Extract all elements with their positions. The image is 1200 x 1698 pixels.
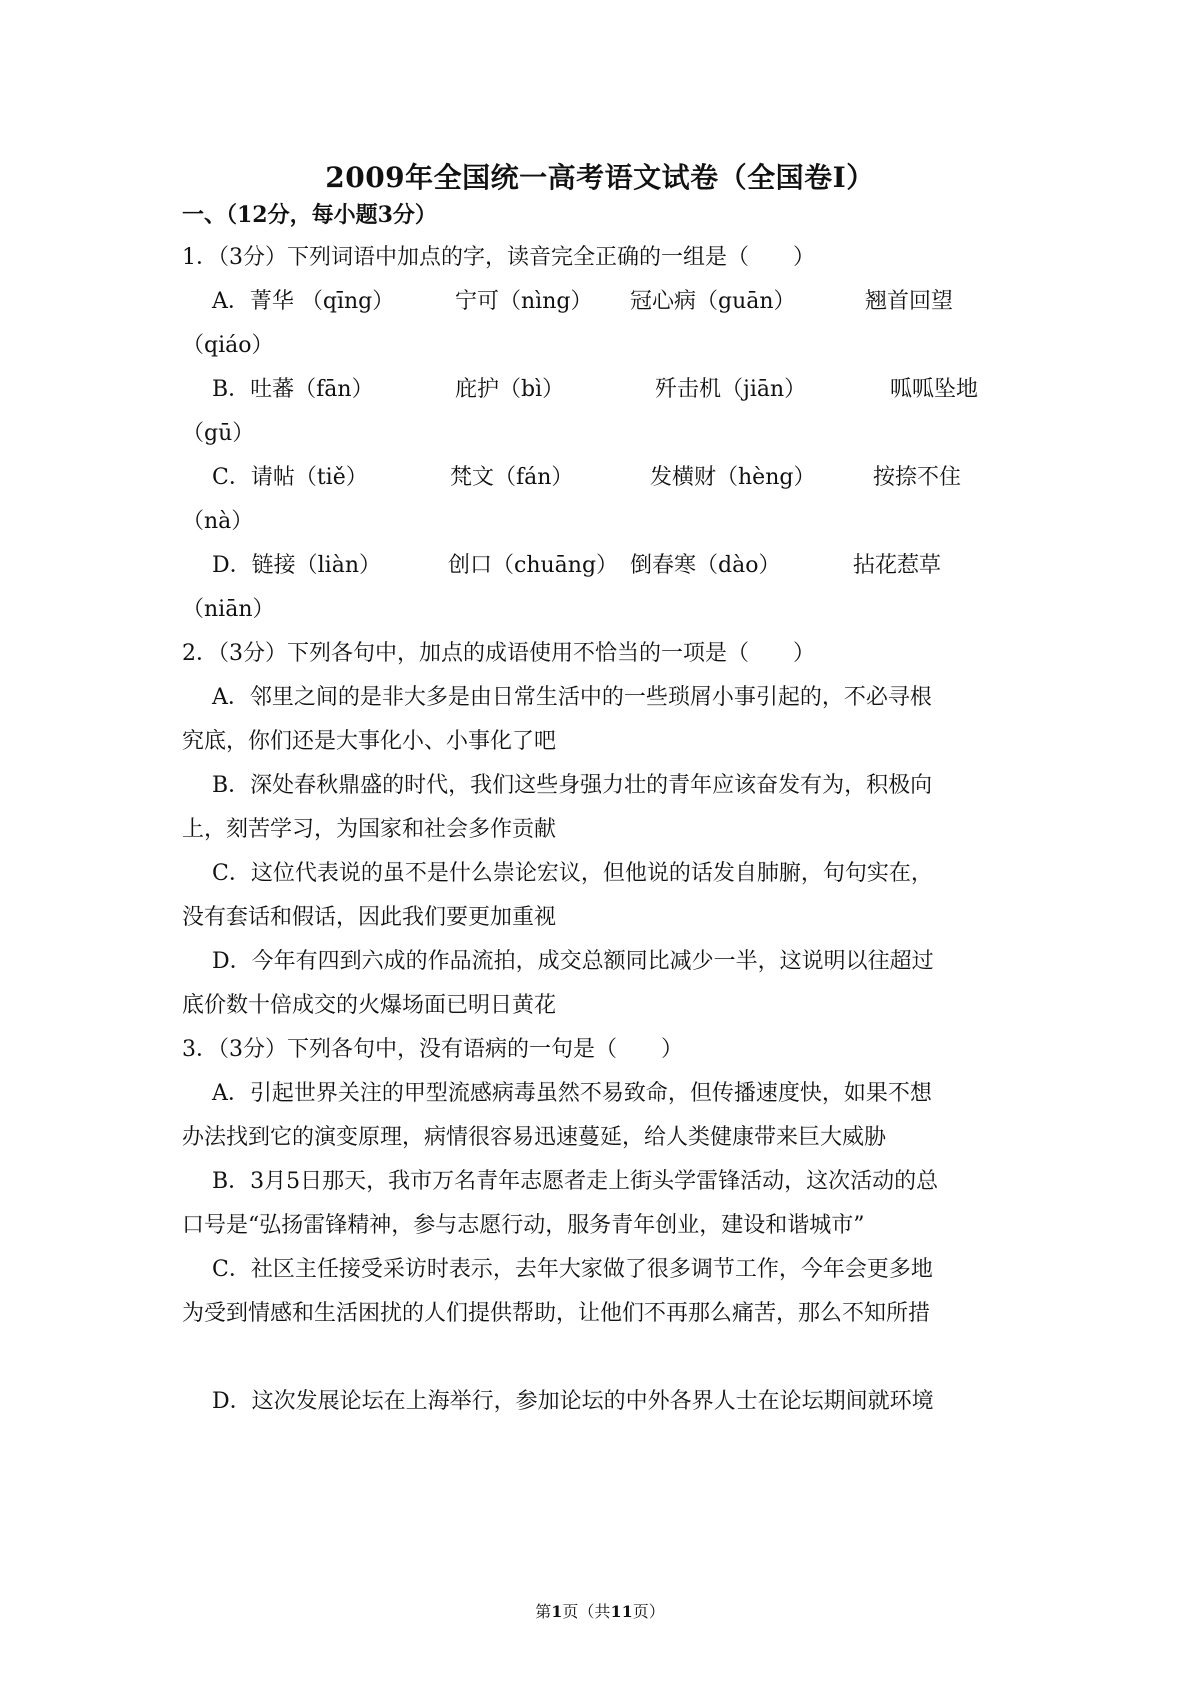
q1-c-wrap: （nà） xyxy=(182,509,254,534)
section-heading: 一、（12分，每小题3分） xyxy=(182,202,437,228)
q2-option-a-line-2: 究底，你们还是大事化小、小事化了吧 xyxy=(182,729,557,754)
q1-c-item-4: 按捺不住 xyxy=(873,465,962,490)
footer-suffix: 页） xyxy=(632,1602,665,1621)
q2-option-c-line-1: C．这位代表说的虽不是什么崇论宏议，但他说的话发自肺腑，句句实在， xyxy=(212,861,933,886)
q3-option-a-line-2: 办法找到它的演变原理，病情很容易迅速蔓延，给人类健康带来巨大威胁 xyxy=(182,1125,887,1150)
q3-option-d-line-1: D．这次发展论坛在上海举行，参加论坛的中外各界人士在论坛期间就环境 xyxy=(212,1389,934,1414)
footer-total-pages: 11 xyxy=(610,1602,633,1621)
q1-d-item-1: D．链接（liàn） xyxy=(212,553,381,578)
q2-option-c-line-2: 没有套话和假话，因此我们要更加重视 xyxy=(182,905,557,930)
q3-option-a-line-1: A．引起世界关注的甲型流感病毒虽然不易致命，但传播速度快，如果不想 xyxy=(212,1081,932,1106)
q1-d-wrap: （niān） xyxy=(182,597,275,622)
q1-option-a xyxy=(212,287,1032,317)
q1-b-item-3: 歼击机（jiān） xyxy=(655,377,807,402)
q1-b-item-4: 呱呱坠地 xyxy=(890,377,979,402)
q3-option-b-line-1: B．3月5日那天，我市万名青年志愿者走上街头学雷锋活动，这次活动的总 xyxy=(212,1169,939,1194)
q1-b-item-2: 庇护（bì） xyxy=(455,377,565,402)
q1-a-wrap: （qiáo） xyxy=(182,333,274,358)
q1-a-item-2: 宁可（nìng） xyxy=(455,289,593,314)
q1-d-item-3: 倒春寒（dào） xyxy=(630,553,781,578)
q2-option-b-line-1: B．深处春秋鼎盛的时代，我们这些身强力壮的青年应该奋发有为，积极向 xyxy=(212,773,933,798)
page-footer xyxy=(0,1602,1200,1622)
q3-option-c-line-1: C．社区主任接受采访时表示，去年大家做了很多调节工作，今年会更多地 xyxy=(212,1257,933,1282)
q2-option-d-line-2: 底价数十倍成交的火爆场面已明日黄花 xyxy=(182,993,557,1018)
exam-title: 2009年全国统一高考语文试卷（全国卷Ⅰ） xyxy=(325,161,875,194)
q3-option-b-line-2: 口号是“弘扬雷锋精神，参与志愿行动，服务青年创业，建设和谐城市” xyxy=(182,1213,865,1238)
q1-a-item-4: 翘首回望 xyxy=(865,289,954,314)
q1-option-d xyxy=(212,551,1032,581)
question-1-stem: 1．（3分）下列词语中加点的字，读音完全正确的一组是（ ） xyxy=(182,245,815,270)
q1-option-c xyxy=(212,463,1032,493)
question-3-stem: 3．（3分）下列各句中，没有语病的一句是（ ） xyxy=(182,1037,683,1062)
q1-c-item-2: 梵文（fán） xyxy=(450,465,574,490)
q1-d-item-2: 创口（chuāng） xyxy=(448,553,619,578)
q2-option-b-line-2: 上，刻苦学习，为国家和社会多作贡献 xyxy=(182,817,557,842)
q1-c-item-1: C．请帖（tiě） xyxy=(212,465,368,490)
q1-a-item-1: A．菁华 （qīng） xyxy=(212,289,395,314)
q1-c-item-3: 发横财（hèng） xyxy=(650,465,816,490)
question-2-stem: 2．（3分）下列各句中，加点的成语使用不恰当的一项是（ ） xyxy=(182,641,815,666)
q3-option-c-line-2: 为受到情感和生活困扰的人们提供帮助，让他们不再那么痛苦，那么不知所措 xyxy=(182,1301,931,1326)
footer-prefix: 第 xyxy=(535,1602,552,1621)
q1-option-b xyxy=(212,375,1032,405)
footer-page-number: 1 xyxy=(551,1602,563,1621)
q2-option-a-line-1: A．邻里之间的是非大多是由日常生活中的一些琐屑小事引起的，不必寻根 xyxy=(212,685,932,710)
q1-b-item-1: B．吐蕃（fān） xyxy=(212,377,374,402)
q1-d-item-4: 拈花惹草 xyxy=(853,553,942,578)
q2-option-d-line-1: D．今年有四到六成的作品流拍，成交总额同比减少一半，这说明以往超过 xyxy=(212,949,934,974)
footer-mid: 页（共 xyxy=(562,1602,611,1621)
q1-a-item-3: 冠心病（guān） xyxy=(630,289,796,314)
q1-b-wrap: （gū） xyxy=(182,421,255,446)
